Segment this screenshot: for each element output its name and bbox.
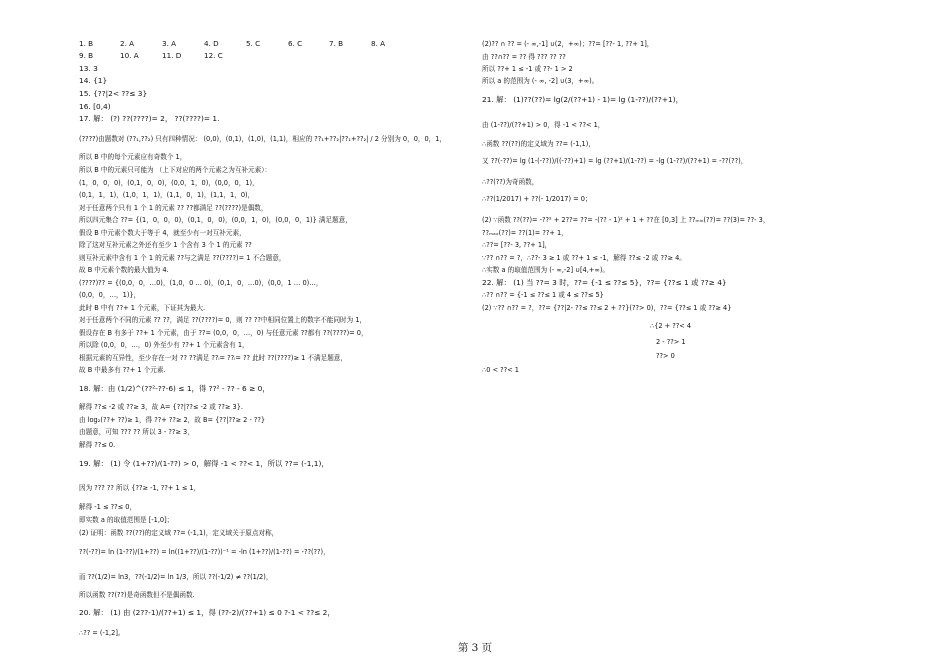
solution-line: 而 ??(1/2)= ln3，??(-1/2)= ln 1/3，所以 ??(-1/2) ≠ ??(1/2)，	[79, 573, 273, 581]
solution-21-header: 21. 解： (1)??(??)= lg(2/(??+1) - 1)= lg (1-??)/(??+1)，	[482, 95, 683, 104]
solution-line: ∴函数 ??(??)的定义域为 ??= (-1,1)，	[482, 140, 595, 148]
solution-line: 除了这对互补元素之外还有至少 1 个含有 3 个 1 的元素 ??	[79, 241, 252, 249]
solution-line: 解得 ??≤ 0.	[79, 441, 116, 449]
solution-line: ∴0 < ??< 1	[482, 366, 519, 374]
solution-line: (2) ∵?? ∩?? = ?，??= {??|2- ??≤ ??≤ 2 + ??}(??> 0)，??= {??≤ 1 或 ??≥ 4}	[482, 304, 732, 312]
answer-7: 7. B	[329, 39, 344, 48]
solution-line: (1，0，0，0)，(0,1，0，0)，(0,0，1，0)，(0,0，0，1)，	[79, 179, 259, 187]
answer-3: 3. A	[162, 39, 177, 48]
solution-line: 故 B 中最多有 ??+ 1 个元素.	[79, 366, 166, 374]
solution-line: ??ₘₐₓ(??)= ??(1)= ??+ 1，	[482, 229, 568, 237]
solution-line: 由题意，可知 ??? ?? 所以 3 - ??≥ 3，	[79, 428, 194, 436]
solution-line: 所以四元集合 ??= {(1，0，0，0)，(0,1，0，0)，(0,0，1，0)，(0,0，0，1)} 满足题意，	[79, 216, 352, 224]
solution-line: 由 (1-??)/(??+1) > 0，得 -1 < ??< 1，	[482, 121, 605, 129]
solution-line: 故 B 中元素个数的最大值为 4.	[79, 266, 169, 274]
solution-20-header: 20. 解： (1) 由 (2??-1)/(??+1) ≤ 1，得 (??-2)/(??+1) ≤ 0 ?-1 < ??≤ 2，	[79, 608, 335, 617]
solution-line: ∴??(??)为奇函数，	[482, 178, 539, 186]
solution-line: (2) 证明：函数 ??(??)的定义域 ??= (-1,1)，定义域关于原点对称，	[79, 529, 279, 537]
solution-line: (0,0，0，…，1)}，	[79, 291, 141, 299]
solution-line: 对于任意两个不同的元素 ?? ??，满足 ??(????)= 0，则 ?? ??中相同位置上的数字不能同时为 1，	[79, 316, 367, 324]
solution-line: ∴?? ∩?? = {-1 ≤ ??≤ 1 或 4 ≤ ??≤ 5}	[482, 291, 604, 299]
solution-line: 假设存在 B 有多于 ??+ 1 个元素，由于 ??= (0,0，0，…，0) 与任意元素 ??都有 ??(????)= 0，	[79, 329, 368, 337]
solution-17-header: 17. 解： (?) ??(????)= 2， ??(????)= 1.	[79, 114, 220, 123]
solution-line: 所以 ??+ 1 ≤ -1 或 ??- 1 > 2	[482, 65, 573, 73]
solution-line: (2) ∵函数 ??(??)= -??² + 2??= ??= -(?? - 1)² + 1 + ??在 [0,3] 上 ??ₘᵢₙ(??)= ??(3)= ??- 3，	[482, 216, 770, 224]
solution-line: ∴??(1/2017) + ??(- 1/2017) = 0；	[482, 195, 592, 203]
answer-1: 1. B	[79, 39, 94, 48]
answer-11: 11. D	[162, 51, 182, 60]
solution-line: ∴?? = (-1,2]。	[79, 629, 125, 637]
solution-line: (2)?? ∩ ?? = (- ∞,-1] ∪(2，+∞)；??= [??- 1, ??+ 1]，	[482, 40, 654, 48]
answer-2: 2. A	[120, 39, 135, 48]
solution-line: 因为 ??? ?? 所以 {??≥ -1, ??+ 1 ≤ 1，	[79, 484, 201, 492]
solution-line: 解得 -1 ≤ ??≤ 0，	[79, 503, 136, 511]
solution-line: 则互补元素中含有 1 个 1 的元素 ??与之满足 ??(????)= 1 不合题意，	[79, 254, 286, 262]
solution-line: (0,1，1，1)，(1,0，1，1)，(1,1，0，1)，(1,1，1，0)，	[79, 191, 255, 199]
solution-18-header: 18. 解：由 (1/2)^(??²-??-6) ≤ 1，得 ??² - ?? - 6 ≥ 0，	[79, 384, 270, 393]
solution-line: ∴??= [??- 3, ??+ 1]，	[482, 241, 552, 249]
answer-8: 8. A	[371, 39, 386, 48]
answer-6: 6. C	[288, 39, 303, 48]
solution-line: 又 ??(-??)= lg (1-(-??))/((-??)+1) = lg (??+1)/(1-??) = -lg (1-??)/(??+1) = -??(??)，	[482, 157, 748, 165]
answer-16: 16. [0,4)	[79, 102, 111, 111]
solution-system-line: ∴{2 + ??< 4	[650, 322, 692, 330]
solution-line: 所以函数 ??(??)是奇函数但不是偶函数.	[79, 591, 195, 599]
solution-line: (????)?? = {(0,0，0，…0)，(1,0，0 … 0)，(0,1，0，…0)，(0,0，1 … 0)…，	[79, 279, 323, 287]
page-number: 第 3 页	[457, 642, 493, 654]
solution-line: 由 ??∩?? = ?? 得 ??? ?? ??	[482, 53, 566, 61]
answer-10: 10. A	[120, 51, 139, 60]
answer-5: 5. C	[246, 39, 261, 48]
solution-line: 所以 a 的范围为 (- ∞, -2] ∪(3，+∞)。	[482, 77, 599, 85]
solution-line: 所以除 (0,0，0，…，0) 外至少有 ??+ 1 个元素含有 1，	[79, 341, 249, 349]
solution-line: ∵?? ∩?? = ?，∴??- 3 ≥ 1 或 ??+ 1 ≤ -1，解得 ??≤ -2 或 ??≥ 4。	[482, 254, 686, 262]
solution-line: 即实数 a 的取值范围是 [-1,0]；	[79, 516, 174, 524]
answer-15: 15. {??|2< ??≤ 3}	[79, 89, 148, 98]
answer-13: 13. 3	[79, 64, 98, 73]
solution-line: 此时 B 中有 ??+ 1 个元素，下证其为最大.	[79, 304, 206, 312]
solution-line: 由 log₂(??+ ??)≥ 1，得 ??+ ??≥ 2，故 B= {??|??≥ 2 - ??}	[79, 416, 266, 424]
solution-line: 根据元素的互异性，至少存在一对 ?? ??满足 ??ᵢ= ??ᵢ= ?? 此时 ??(????)≥ 1 不满足题意，	[79, 354, 347, 362]
solution-19-header: 19. 解： (1) 令 (1+??)/(1-??) > 0，解得 -1 < ??< 1，所以 ??= (-1,1)，	[79, 459, 329, 468]
solution-line: 对于任意两个只有 1 个 1 的元素 ?? ??都满足 ??(????)是偶数，	[79, 204, 268, 212]
answer-12: 12. C	[204, 51, 223, 60]
solution-22-header: 22. 解： (1) 当 ??= 3 时，??= {-1 ≤ ??≤ 5}，??= {??≤ 1 或 ??≥ 4}	[482, 278, 727, 287]
solution-line: 解得 ??≤ -2 或 ??≥ 3，故 A= {??|??≤ -2 或 ??≥ 3}.	[79, 403, 243, 411]
answer-9: 9. B	[79, 51, 94, 60]
solution-system-line: 2 - ??> 1	[656, 338, 686, 346]
answer-14: 14. {1}	[79, 76, 108, 85]
solution-line: ∴实数 a 的取值范围为 (- ∞,-2] ∪[4,+∞)。	[482, 266, 610, 274]
solution-line: 所以 B 中的元素只可能为 （上下对应的两个元素之为互补元素）：	[79, 166, 272, 174]
solution-system-line: ??> 0	[656, 352, 675, 360]
answer-4: 4. D	[204, 39, 219, 48]
solution-line: 假设 B 中元素个数大于等于 4，就至少有一对互补元素，	[79, 229, 246, 237]
solution-line: (????)由题数对 (??₁,??₂) 只有四种情况： (0,0)，(0,1)，(1,0)，(1,1)，相应的 ??₁+??₂|??₁+??₂| / 2 分别为 0，0，0，1，	[79, 135, 447, 143]
solution-line: ??(-??)= ln (1-??)/(1+??) = ln((1+??)/(1-??))⁻¹ = -ln (1+??)/(1-??) = -??(??)，	[79, 548, 330, 556]
solution-line: 所以 B 中的每个元素应有奇数个 1，	[79, 153, 187, 161]
